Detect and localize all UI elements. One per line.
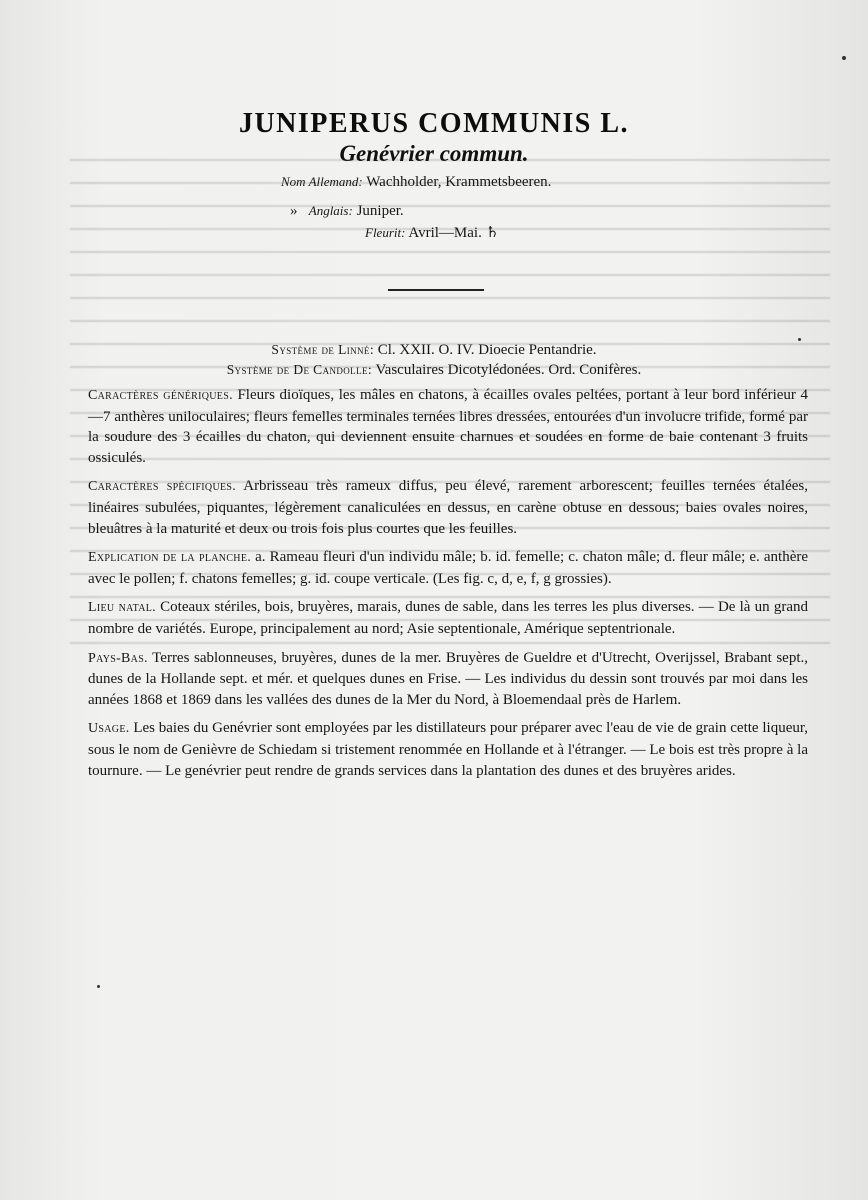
section-plate-explanation bbox=[88, 547, 808, 589]
german-name-value: Wachholder, Krammetsbeeren. bbox=[366, 174, 552, 190]
section-netherlands bbox=[88, 648, 808, 711]
divider-rule bbox=[388, 289, 484, 291]
english-name-label: Anglais: bbox=[308, 203, 353, 218]
section-heading: Caractères spécifiques. bbox=[88, 479, 237, 495]
candolle-system-line bbox=[0, 362, 868, 379]
section-generic-characters bbox=[88, 385, 808, 468]
german-name-line bbox=[281, 174, 551, 191]
page-subtitle: Genévrier commun. bbox=[339, 141, 529, 166]
candolle-system-label: Système de De Candolle: bbox=[226, 362, 373, 377]
section-heading: Lieu natal. bbox=[88, 600, 156, 616]
section-text: Fleurs dioïques, les mâles en chatons, à écailles ovales peltées, portant à leur bord inférieur 4—7 anthères uniloculaires; fleurs femelles terminales ternées libres dressées, entourées d'un involucre trifide, formé par la soudure des 3 écailles du chaton, qui deviennent ensuite charnues et soudées en forme de baie contenant 3 fruits ossiculés. bbox=[88, 387, 808, 466]
german-name-label: Nom Allemand: bbox=[281, 174, 363, 189]
section-specific-characters bbox=[88, 476, 808, 539]
section-native-habitat bbox=[88, 597, 808, 639]
page-title: JUNIPERUS COMMUNIS L. bbox=[238, 108, 630, 139]
flowering-value: Avril—Mai. ♄ bbox=[408, 225, 500, 241]
linne-system-line bbox=[0, 342, 868, 359]
speck bbox=[97, 985, 100, 988]
flowering-label: Fleurit: bbox=[365, 225, 406, 240]
section-usage bbox=[88, 718, 808, 781]
section-text: Les baies du Genévrier sont employées par les distillateurs pour préparer avec l'eau de vie de grain cette liqueur, sous le nom de Genièvre de Schiedam si tristement renommée en Hollande et à l'étranger. — Le bois est très propre à la tournure. — Le genévrier peut rendre de grands services dans la plantation des dunes et des bruyères arides. bbox=[88, 720, 808, 779]
section-text: Arbrisseau très rameux diffus, peu élevé, rarement arborescent; feuilles ternées étalées, linéaires subulées, piquantes, légèrement canaliculées en dessus, en carène obtuse en dessous; baies ovales noires, bleuâtres à la maturité et deux ou trois fois plus courtes que les feuilles. bbox=[88, 478, 808, 537]
section-heading: Usage. bbox=[88, 721, 130, 737]
section-heading: Caractères génériques. bbox=[88, 388, 233, 403]
flowering-line bbox=[365, 223, 499, 242]
speck bbox=[798, 338, 801, 341]
section-text: a. Rameau fleuri d'un individu mâle; b. id. femelle; c. chaton mâle; d. fleur mâle; e. anthère avec le pollen; f. chatons femelles; g. id. coupe verticale. (Les fig. c, d, e, f, g grossies). bbox=[88, 549, 809, 587]
candolle-system-value: Vasculaires Dicotylédonées. Ord. Conifères. bbox=[375, 362, 642, 378]
english-name-line bbox=[290, 203, 404, 220]
description-body bbox=[88, 385, 808, 789]
section-heading: Pays-Bas. bbox=[88, 650, 148, 666]
section-text: Coteaux stériles, bois, bruyères, marais, dunes de sable, dans les terres les plus diverses. — De là un grand nombre de variétés. Europe, principalement au nord; Asie septentionale, Amérique septentrionale. bbox=[88, 599, 808, 637]
speck bbox=[842, 56, 846, 60]
linne-system-value: Cl. XXII. O. IV. Dioecie Pentandrie. bbox=[377, 342, 597, 358]
linne-system-label: Système de Linné: bbox=[271, 342, 374, 357]
section-text: Terres sablonneuses, bruyères, dunes de la mer. Bruyères de Gueldre et d'Utrecht, Overijssel, Brabant sept., dunes de la Hollande sept. et mér. et quelques dunes en Frise. — Les individus du dessin sont trouvés par moi dans les années 1868 et 1869 dans les vallées des dunes de la Mer du Nord, à Bloemendaal près de Harlem. bbox=[88, 649, 808, 708]
section-heading: Explication de la planche. bbox=[88, 550, 252, 566]
ditto-mark: » bbox=[290, 203, 298, 219]
english-name-value: Juniper. bbox=[356, 203, 404, 219]
